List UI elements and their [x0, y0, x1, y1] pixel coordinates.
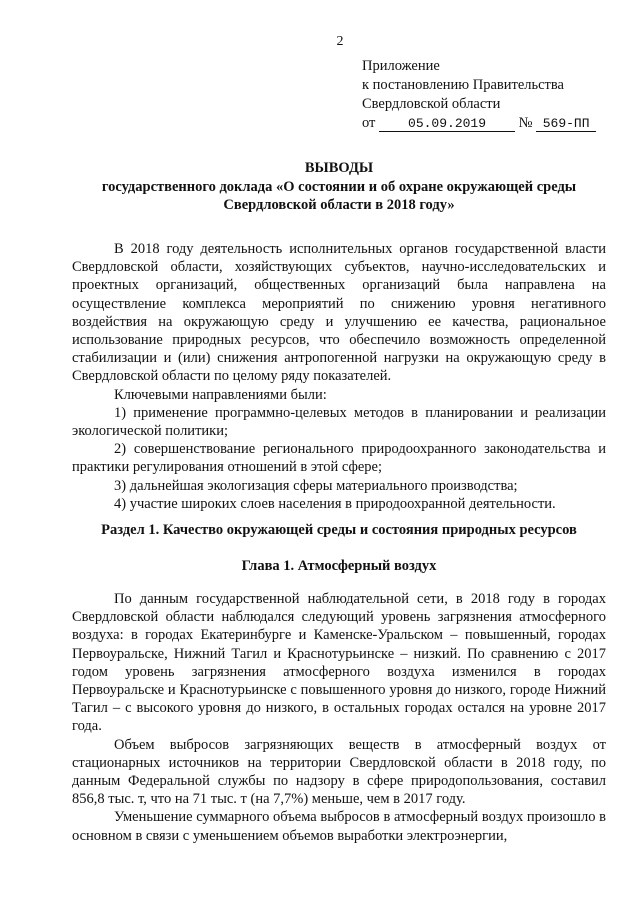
chapter-paragraph-3: Уменьшение суммарного объема выбросов в атмосферный воздух произошло в основном в связи с уменьшением объемов выработки электроэнергии,	[72, 809, 606, 844]
chapter-heading: Глава 1. Атмосферный воздух	[241, 558, 437, 574]
title-subheading-2: Свердловской области в 2018 году»	[223, 197, 455, 213]
direction-item-4: 4) участие широких слоев населения в природоохранной деятельности.	[114, 495, 556, 512]
intro-section	[72, 240, 606, 513]
section-heading: Раздел 1. Качество окружающей среды и состояния природных ресурсов	[101, 522, 577, 538]
title-heading: ВЫВОДЫ	[304, 160, 374, 176]
appendix-date-number	[362, 114, 596, 133]
intro-paragraph: В 2018 году деятельность исполнительных органов государственной власти Свердловской области, хозяйствующих субъектов, научно-исследовательских и проектных организаций, общественных организаций была направлена на осуществление комплекса мероприятий по снижению уровня негативного воздействия на окружающую среду и улучшению ее качества, рациональное использование природных ресурсов, что обеспечило возможность определенной стабилизации и (или) снижения антропогенной нагрузки на окружающую среду в Свердловской области по целому ряду показателей.	[72, 241, 606, 385]
direction-item-2: 2) совершенствование регионального природоохранного законодательства и практики регулирования отношений в этой сфере;	[72, 441, 606, 476]
decree-date: 05.09.2019	[379, 116, 515, 132]
appendix-decree: к постановлению Правительства	[362, 77, 564, 93]
decree-number: 569-ПП	[536, 116, 596, 132]
directions-lead: Ключевыми направлениями были:	[114, 386, 327, 403]
direction-item-1: 1) применение программно-целевых методов в планировании и реализации экологической политики;	[72, 404, 606, 440]
chapter-paragraph-1: По данным государственной наблюдательной сети, в 2018 году в городах Свердловской области наблюдался следующий уровень загрязнения атмосферного воздуха: в городах Екатеринбурге и Каменске-Уральском – повышенный, городах Первоуральске, Нижний Тагил и Краснотурьинске – низкий. По сравнению с 2017 годом уровень загрязнения атмосферного воздуха изменился в городах Первоуральске и Краснотурьинске с повышенного уровня до низкого, городе Нижний Тагил – с высокого уровня до низкого, в остальных городах остался на уровне 2017 года.	[72, 591, 606, 735]
direction-item-3: 3) дальнейшая экологизация сферы материального производства;	[114, 477, 518, 494]
chapter-body	[72, 590, 606, 845]
document-title	[72, 159, 606, 214]
appendix-label: Приложение	[362, 58, 440, 74]
number-prefix: №	[518, 115, 533, 131]
appendix-region: Свердловской области	[362, 96, 501, 112]
appendix-header	[362, 57, 596, 133]
chapter-paragraph-2: Объем выбросов загрязняющих веществ в атмосферный воздух от стационарных источников на территории Свердловской области в 2018 году, по данным Федеральной службы по надзору в сфере природопользования, составил 856,8 тыс. т, что на 71 тыс. т (на 7,7%) меньше, чем в 2017 году.	[72, 736, 606, 808]
title-subheading-1: государственного доклада «О состоянии и об охране окружающей среды	[101, 179, 577, 195]
date-prefix: от	[362, 115, 376, 131]
page-number: 2	[336, 34, 344, 49]
